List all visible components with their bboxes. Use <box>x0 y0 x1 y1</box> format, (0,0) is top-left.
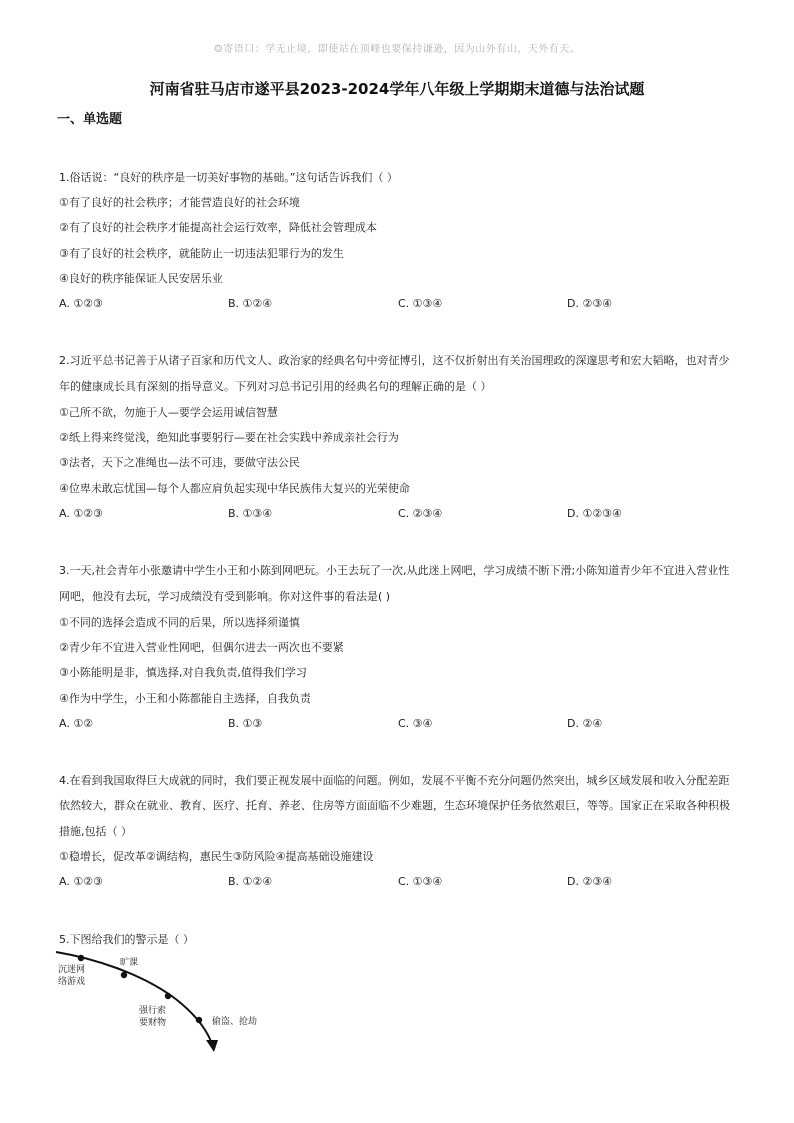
figure-label-2-line-1: 旷课 <box>120 958 139 968</box>
question-2-stem-line-1: 2.习近平总书记善于从诸子百家和历代文人、政治家的经典名句中旁征博引，这不仅折射出有关治国理政的深邃思考和宏大韬略，也对青少 <box>59 354 730 367</box>
smile-icon: ☺ <box>213 44 224 55</box>
question-2-option-c: C. ②③④ <box>398 507 443 520</box>
question-3-stem-line-1: 3.一天,社会青年小张邀请中学生小王和小陈到网吧玩。小王去玩了一次,从此迷上网吧，学习成绩不断下滑;小陈知道青少年不宜进入营业性 <box>59 564 730 577</box>
question-4-option-a: A. ①②③ <box>59 875 103 888</box>
question-4-option-b: B. ①②④ <box>228 875 273 888</box>
motto-text: 寄语口：学无止境，即使站在顶峰也要保持谦逊，因为山外有山，天外有天。 <box>223 44 581 55</box>
question-3-statement-1: ①不同的选择会造成不同的后果，所以选择须谨慎 <box>59 616 300 629</box>
question-1-stem: 1.俗话说：“良好的秩序是一切美好事物的基础。”这句话告诉我们（ ） <box>59 171 398 184</box>
question-3-option-b: B. ①③ <box>228 717 263 730</box>
question-4-stem-line-3: 措施,包括（ ） <box>59 825 132 838</box>
question-1-option-b: B. ①②④ <box>228 297 273 310</box>
question-4-option-d: D. ②③④ <box>567 875 613 888</box>
question-2-statement-4: ④位卑未敢忘忧国—每个人都应肩负起实现中华民族伟大复兴的光荣使命 <box>59 482 410 495</box>
figure-label-4-line-1: 偷盗、抢劫 <box>212 1017 258 1027</box>
question-2-option-d: D. ①②③④ <box>567 507 622 520</box>
figure-label-1-line-2: 络游戏 <box>58 977 86 987</box>
question-4-statements: ①稳增长，促改革②调结构，惠民生③防风险④提高基础设施建设 <box>59 850 374 863</box>
question-1-statement-3: ③有了良好的社会秩序，就能防止一切违法犯罪行为的发生 <box>59 247 344 260</box>
question-3-option-d: D. ②④ <box>567 717 603 730</box>
figure-label-2 <box>120 957 138 969</box>
node-dot-1 <box>78 955 84 961</box>
page-title: 河南省驻马店市遂平县2023-2024学年八年级上学期期末道德与法治试题 <box>149 80 645 98</box>
question-1-statement-2: ②有了良好的社会秩序才能提高社会运行效率，降低社会管理成本 <box>59 221 377 234</box>
question-1-statement-4: ④良好的秩序能保证人民安居乐业 <box>59 272 223 285</box>
figure-label-3-line-1: 强行索 <box>139 1006 167 1016</box>
node-dot-4 <box>196 1017 202 1023</box>
node-dot-2 <box>121 972 127 978</box>
question-3-stem-line-2: 网吧，他没有去玩，学习成绩没有受到影响。你对这件事的看法是( ) <box>59 590 391 603</box>
question-2-statement-3: ③法者，天下之准绳也—法不可违，要做守法公民 <box>59 456 300 469</box>
question-4-stem-line-1: 4.在看到我国取得巨大成就的同时，我们要正视发展中面临的问题。例如，发展不平衡不充分问题仍然突出，城乡区域发展和收入分配差距 <box>59 774 730 787</box>
figure-label-3-line-2: 要财物 <box>139 1018 167 1028</box>
question-4-stem-line-2: 依然较大，群众在就业、教育、医疗、托育、养老、住房等方面面临不少难题，生态环境保护任务依然艰巨，等等。国家正在采取各种积极 <box>59 799 730 812</box>
question-2-statement-2: ②纸上得来终觉浅，绝知此事要躬行—要在社会实践中养成亲社会行为 <box>59 431 399 444</box>
question-2-statement-1: ①己所不欲，勿施于人—要学会运用诚信智慧 <box>59 406 278 419</box>
question-3-statement-4: ④作为中学生，小王和小陈都能自主选择，自我负责 <box>59 692 311 705</box>
question-3-option-a: A. ①② <box>59 717 94 730</box>
question-3-statement-2: ②青少年不宜进入营业性网吧，但偶尔进去一两次也不要紧 <box>59 641 344 654</box>
figure-label-3 <box>139 1005 166 1029</box>
question-2-option-a: A. ①②③ <box>59 507 103 520</box>
section-heading: 一、单选题 <box>57 112 123 127</box>
question-2-option-b: B. ①③④ <box>228 507 273 520</box>
figure-label-4 <box>212 1016 257 1028</box>
question-2-stem-line-2: 年的健康成长具有深刻的指导意义。下列对习总书记引用的经典名句的理解正确的是（ ） <box>59 380 492 393</box>
figure-label-1-line-1: 沉迷网 <box>58 965 86 975</box>
question-1-statement-1: ①有了良好的社会秩序；才能营造良好的社会环境 <box>59 196 300 209</box>
header-motto <box>0 40 794 55</box>
arrow-head-icon <box>206 1040 218 1052</box>
question-4-option-c: C. ①③④ <box>398 875 443 888</box>
question-5-stem: 5.下图给我们的警示是（ ） <box>59 933 194 946</box>
question-3-statement-3: ③小陈能明是非，慎选择,对自我负责,值得我们学习 <box>59 666 307 679</box>
figure-label-1 <box>58 964 85 988</box>
question-1-option-d: D. ②③④ <box>567 297 613 310</box>
question-1-option-a: A. ①②③ <box>59 297 103 310</box>
question-1-option-c: C. ①③④ <box>398 297 443 310</box>
question-3-option-c: C. ③④ <box>398 717 433 730</box>
node-dot-3 <box>165 993 171 999</box>
